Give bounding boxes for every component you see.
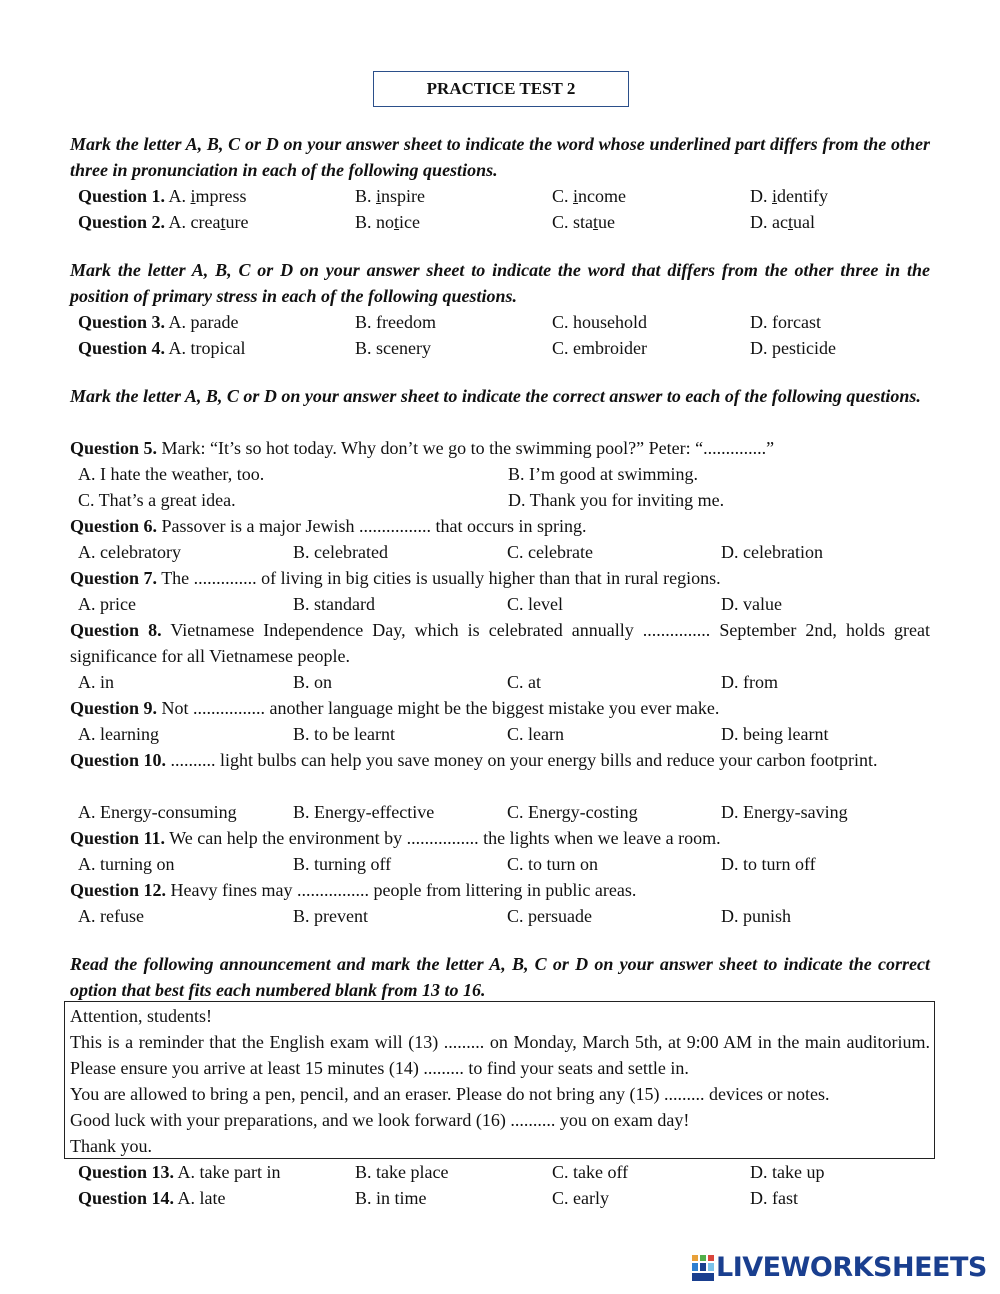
q14-option-b[interactable]: B. in time [355,1188,427,1208]
announcement-greeting: Attention, students! [70,1006,212,1026]
q9-option-c[interactable]: C. learn [507,724,564,744]
announcement-paragraph-2: You are allowed to bring a pen, pencil, and an eraser. Please do not bring any (15) ......... devices or notes. [70,1084,830,1104]
q7-option-a[interactable]: A. price [78,594,136,614]
q3-option-b[interactable]: B. freedom [355,312,436,332]
q6-option-d[interactable]: D. celebration [721,542,823,562]
q14-option-a[interactable]: A. late [177,1188,226,1208]
question-10-text: Question 10. .......... light bulbs can help you save money on your energy bills and reduce your carbon footprint. [70,750,878,770]
question-7-options [70,591,930,617]
question-9-text: Question 9. Not ................ another language might be the biggest mistake you ever make. [70,698,720,718]
section-2-instructions: Mark the letter A, B, C or D on your answer sheet to indicate the word that differs from the other three in the position of primary stress in each of the following questions. [70,260,930,306]
q13-option-d[interactable]: D. take up [750,1162,825,1182]
section-3-instructions: Mark the letter A, B, C or D on your answer sheet to indicate the correct answer to each of the following questions. [70,386,921,406]
q14-option-d[interactable]: D. fast [750,1188,798,1208]
announcement-paragraph-1: This is a reminder that the English exam will (13) ......... on Monday, March 5th, at 9:00 AM in the main auditorium. Please ensure you arrive at least 15 minutes (14) ......... to find your seats and settle in. [70,1032,930,1078]
q3-option-c[interactable]: C. household [552,312,648,332]
q9-option-d[interactable]: D. being learnt [721,724,829,744]
q4-option-c[interactable]: C. embroider [552,338,647,358]
question-14-label: Question 14. [78,1188,175,1208]
announcement-closing: Thank you. [70,1136,152,1156]
question-4-label: Question 4. [78,338,166,358]
q1-option-b[interactable]: B. inspire [355,186,426,206]
question-1-row [70,183,930,209]
q13-option-c[interactable]: C. take off [552,1162,629,1182]
question-6-options [70,539,930,565]
q6-option-b[interactable]: B. celebrated [293,542,388,562]
question-9-options [70,721,930,747]
q1-option-a[interactable]: A. impress [168,186,247,206]
q5-option-d[interactable]: D. Thank you for inviting me. [508,490,725,510]
question-10-options [70,799,930,825]
q11-option-b[interactable]: B. turning off [293,854,392,874]
question-8-text: Question 8. Vietnamese Independence Day, which is celebrated annually ............... September 2nd, holds great significance for all Vietnamese people. [70,620,930,666]
section-1-instructions: Mark the letter A, B, C or D on your answer sheet to indicate the word whose underlined part differs from the other three in pronunciation in each of the following questions. [70,134,930,180]
q7-option-d[interactable]: D. value [721,594,782,614]
question-8-options [70,669,930,695]
liveworksheets-logo [692,1253,987,1283]
q10-option-d[interactable]: D. Energy-saving [721,802,848,822]
q8-option-d[interactable]: D. from [721,672,778,692]
question-11-text: Question 11. We can help the environment by ................ the lights when we leave a room. [70,828,721,848]
question-3-row [70,309,930,335]
q8-option-b[interactable]: B. on [293,672,333,692]
q2-option-a[interactable]: A. creature [168,212,249,232]
question-13-row [70,1159,930,1185]
q14-option-c[interactable]: C. early [552,1188,609,1208]
q2-option-c[interactable]: C. statue [552,212,616,232]
q2-option-d[interactable]: D. actual [750,212,815,232]
question-4-row [70,335,930,361]
q9-option-a[interactable]: A. learning [78,724,159,744]
q7-option-c[interactable]: C. level [507,594,563,614]
question-3-label: Question 3. [78,312,166,332]
q12-option-c[interactable]: C. persuade [507,906,592,926]
q3-option-d[interactable]: D. forcast [750,312,821,332]
question-2-row [70,209,930,235]
q6-option-c[interactable]: C. celebrate [507,542,593,562]
q12-option-d[interactable]: D. punish [721,906,792,926]
question-14-row [70,1185,930,1211]
q3-option-a[interactable]: A. parade [168,312,239,332]
q11-option-c[interactable]: C. to turn on [507,854,599,874]
q7-option-b[interactable]: B. standard [293,594,375,614]
question-7-text: Question 7. The .............. of living in big cities is usually higher than that in rural regions. [70,568,721,588]
q6-option-a[interactable]: A. celebratory [78,542,181,562]
q10-option-c[interactable]: C. Energy-costing [507,802,638,822]
question-5-options-ab [70,461,930,487]
question-6-text: Question 6. Passover is a major Jewish ................ that occurs in spring. [70,516,587,536]
q9-option-b[interactable]: B. to be learnt [293,724,395,744]
section-4-instructions: Read the following announcement and mark the letter A, B, C or D on your answer sheet to indicate the correct option that best fits each numbered blank from 13 to 16. [70,954,930,1000]
q10-option-a[interactable]: A. Energy-consuming [78,802,237,822]
liveworksheets-logo-icon [692,1255,714,1281]
q11-option-d[interactable]: D. to turn off [721,854,816,874]
q1-option-c[interactable]: C. income [552,186,627,206]
question-11-options [70,851,930,877]
q12-option-a[interactable]: A. refuse [78,906,144,926]
q8-option-c[interactable]: C. at [507,672,541,692]
question-5-text: Question 5. Mark: “It’s so hot today. Why don’t we go to the swimming pool?” Peter: “..............” [70,438,775,458]
q5-option-a[interactable]: A. I hate the weather, too. [78,464,265,484]
q4-option-d[interactable]: D. pesticide [750,338,836,358]
question-13-label: Question 13. [78,1162,175,1182]
q13-option-a[interactable]: A. take part in [177,1162,281,1182]
question-12-text: Question 12. Heavy fines may ................ people from littering in public areas. [70,880,637,900]
question-12-options [70,903,930,929]
liveworksheets-logo-text: LIVEWORKSHEETS [716,1252,987,1283]
q2-option-b[interactable]: B. notice [355,212,421,232]
q5-option-b[interactable]: B. I’m good at swimming. [508,464,698,484]
q11-option-a[interactable]: A. turning on [78,854,175,874]
q12-option-b[interactable]: B. prevent [293,906,368,926]
q1-option-d[interactable]: D. identify [750,186,829,206]
question-1-label: Question 1. [78,186,166,206]
q4-option-a[interactable]: A. tropical [168,338,246,358]
q13-option-b[interactable]: B. take place [355,1162,449,1182]
q10-option-b[interactable]: B. Energy-effective [293,802,435,822]
question-2-label: Question 2. [78,212,166,232]
q5-option-c[interactable]: C. That’s a great idea. [78,490,236,510]
q4-option-b[interactable]: B. scenery [355,338,431,358]
announcement-paragraph-3: Good luck with your preparations, and we look forward (16) .......... you on exam day! [70,1110,690,1130]
question-5-options-cd [70,487,930,513]
q8-option-a[interactable]: A. in [78,672,114,692]
page-title: PRACTICE TEST 2 [373,71,629,107]
